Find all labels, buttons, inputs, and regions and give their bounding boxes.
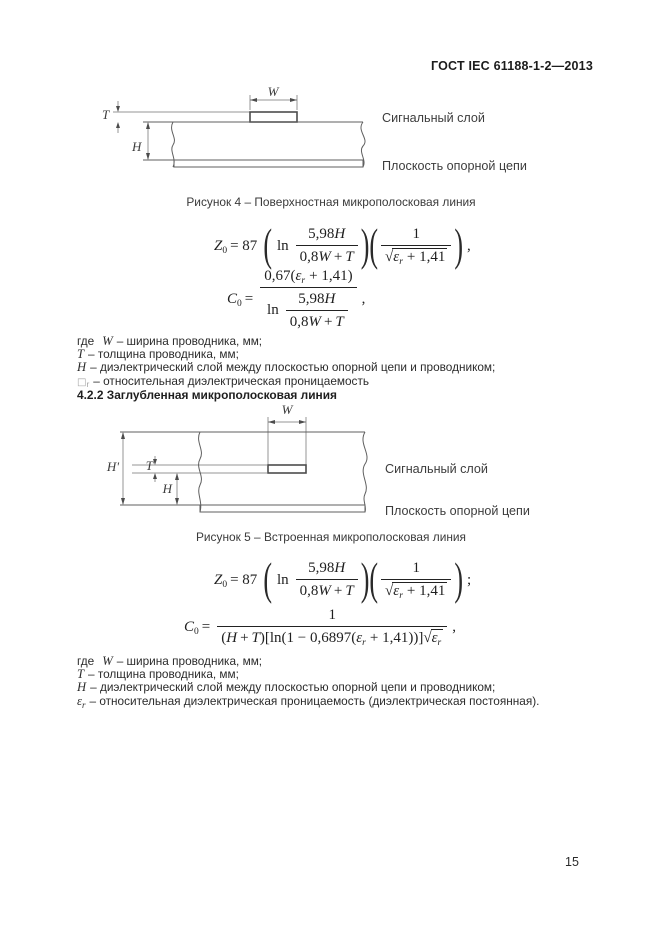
board: [120, 432, 367, 512]
signal-layer-label: Сигнальный слой: [385, 462, 488, 476]
fraction: $\frac{5,98H}{0,8W + T}$: [296, 226, 358, 266]
label-t: T: [102, 107, 110, 122]
break-line-right: [363, 432, 367, 512]
figure4-diagram: [75, 83, 575, 188]
formula-var: Z: [214, 571, 223, 588]
radical-sign: √: [385, 249, 394, 265]
formula-z0-fig5: $Z_0$ = 87 ( ln $\frac{5,98H}{0,8W + T}$ )( $\frac{1}{√\varepsilon_r + 1,41}$ ) ;: [214, 553, 472, 605]
formula-c0-fig5: $C_0$ = $\frac{1}{(H + T)[\ln(1 - 0,6897(\varepsilon_r + 1,41))]√\varepsilon_r}$ ,: [184, 607, 456, 648]
dimension-t: [102, 101, 120, 133]
label-w: W: [267, 84, 279, 99]
break-line-left: [199, 432, 202, 512]
close-open-paren: )(: [360, 219, 379, 271]
formula-var: C: [227, 290, 238, 307]
where-line: T – толщина проводника, мм;: [77, 347, 239, 362]
where-line: H – диэлектрический слой между плоскостью опорной цепи и проводником;: [77, 680, 496, 695]
section-heading: 4.2.2 Заглубленная микрополосковая линия: [77, 388, 337, 402]
where-block-fig5: [77, 655, 539, 712]
radical-sign: √: [385, 583, 394, 599]
where-block-fig4: [77, 335, 495, 391]
label-h: H: [162, 481, 172, 496]
embedded-conductor: [268, 465, 306, 473]
page-number: 15: [565, 855, 579, 869]
label-w: W: [281, 402, 293, 417]
label-t: T: [145, 458, 153, 473]
where-line: H – диэлектрический слой между плоскостью опорной цепи и проводником;: [77, 360, 496, 375]
formula-c0-fig4: $C_0$ = $0,67(\varepsilon_r + 1,41)$ ln $\frac{5,98H}{0,8W + T}$ ,: [227, 267, 366, 330]
ground-plane-strip: [174, 160, 363, 167]
ground-plane-label: Плоскость опорной цепи: [385, 504, 530, 518]
label-h: H: [132, 139, 142, 154]
dimension-w: [250, 84, 297, 110]
where-line: где W – ширина проводника, мм;: [77, 654, 263, 668]
close-open-paren: )(: [360, 553, 379, 605]
fraction: $\frac{1}{√\varepsilon_r + 1,41}$: [381, 560, 451, 600]
missing-epsilon-glyph: □: [77, 376, 87, 388]
dimension-t: [146, 456, 157, 482]
ground-plane-label: Плоскость опорной цепи: [382, 159, 527, 173]
ground-plane-strip: [200, 505, 365, 512]
dimension-h: [131, 122, 150, 160]
figure4-caption: Рисунок 4 – Поверхностная микрополосковая линия: [186, 195, 476, 209]
where-line: T – толщина проводника, мм;: [77, 667, 239, 682]
board: [113, 112, 365, 167]
nested-fraction: $\frac{5,98H}{0,8W + T}$: [286, 291, 348, 331]
formula-z0-fig4: $Z_0$ = 87 ( ln $\frac{5,98H}{0,8W + T}$ )( $\frac{1}{√\varepsilon_r + 1,41}$ ) ,: [214, 219, 471, 271]
dimension-w: [268, 402, 306, 465]
conductor: [250, 112, 297, 122]
where-line: где W – ширина проводника, мм;: [77, 334, 263, 348]
dimension-h: [162, 473, 179, 505]
fraction: $\frac{1}{√\varepsilon_r + 1,41}$: [381, 226, 451, 266]
where-line: $□_r$ – относительная диэлектрическая проницаемость: [77, 373, 370, 389]
close-paren: ): [454, 553, 464, 605]
open-paren: (: [263, 553, 272, 605]
fraction: $\frac{5,98H}{0,8W + T}$: [296, 560, 358, 600]
label-h-total: H': [106, 459, 120, 474]
fraction: $0,67(\varepsilon_r + 1,41)$ ln $\frac{5,98H}{0,8W + T}$: [260, 268, 356, 331]
figure5-diagram: [75, 400, 575, 530]
open-paren: (: [263, 219, 272, 271]
signal-layer-label: Сигнальный слой: [382, 111, 485, 125]
radical-sign: √: [423, 630, 432, 646]
formula-var: C: [184, 618, 195, 635]
close-paren: ): [454, 219, 464, 271]
document-title: ГОСТ IEC 61188-1-2—2013: [431, 59, 593, 73]
dimension-h-total: [106, 432, 125, 505]
figure5-caption: Рисунок 5 – Встроенная микрополосковая линия: [195, 530, 466, 544]
where-line: $\varepsilon_r$ – относительная диэлектрическая проницаемость (диэлектрическая постоянная).: [77, 693, 540, 710]
formula-var: Z: [214, 237, 223, 254]
fraction: $\frac{1}{(H + T)[\ln(1 - 0,6897(\varepsilon_r + 1,41))]√\varepsilon_r}$: [217, 607, 447, 647]
